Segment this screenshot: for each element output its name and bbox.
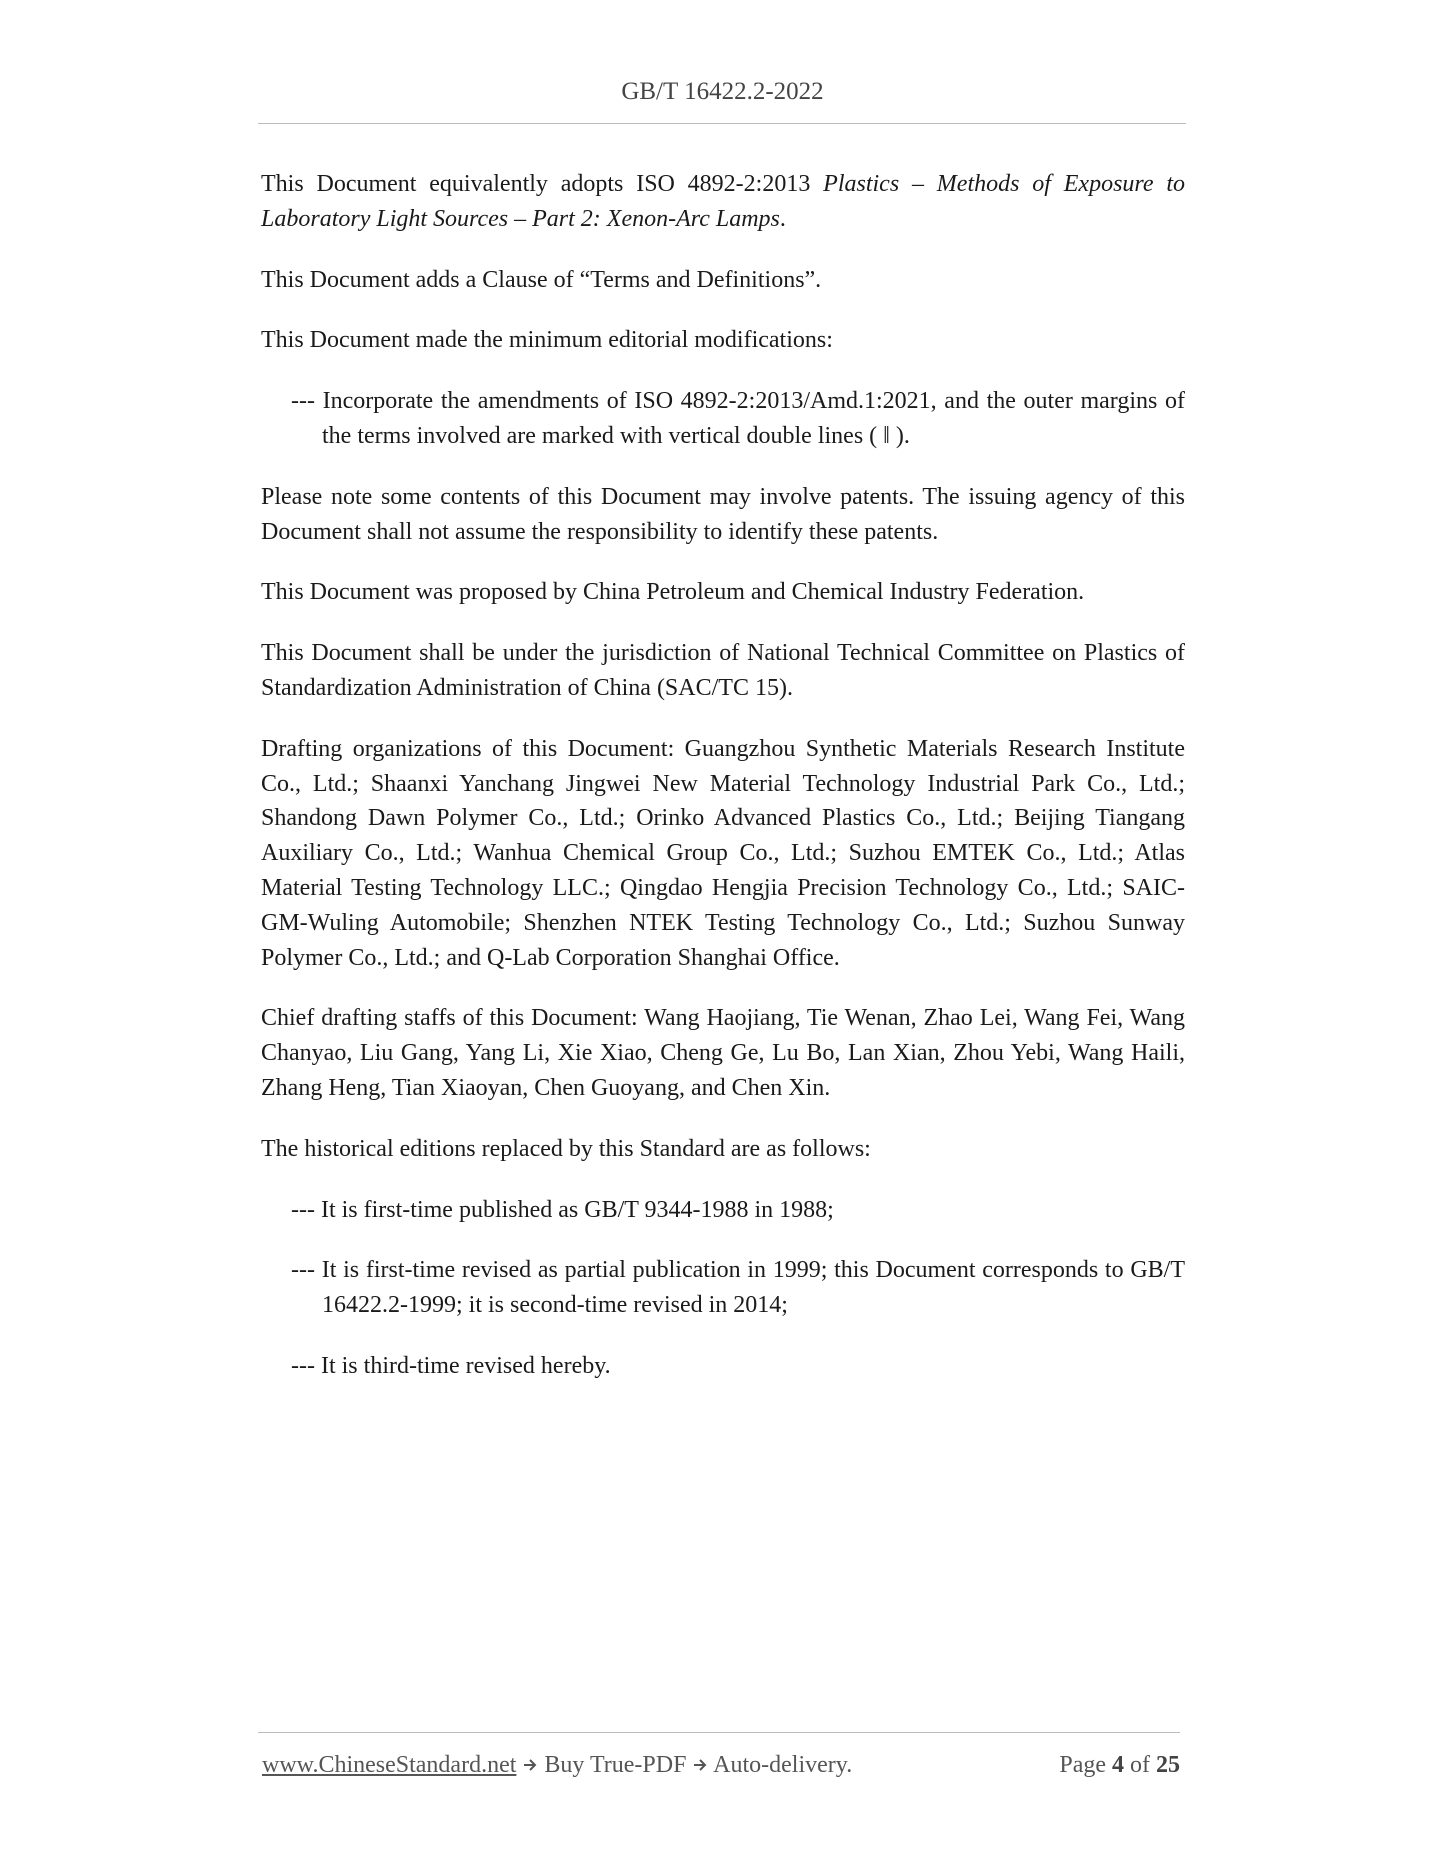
paragraph-drafting-staff: Chief drafting staffs of this Document: Wang Haojiang, Tie Wenan, Zhao Lei, Wang Fei, Wang Chanyao, Liu Gang, Yang Li, Xie Xiao, Cheng Ge, Lu Bo, Lan Xian, Zhou Yebi, Wang Haili, Zhang Heng, Tian Xiaoyan, Chen Guoyang, and Chen Xin. xyxy=(261,1005,1185,1101)
paragraph-modifications: This Document made the minimum editorial modifications: xyxy=(261,327,833,354)
paragraph-proposed: This Document was proposed by China Petroleum and Chemical Industry Federation. xyxy=(261,579,1085,606)
buy-step: Buy True-PDF xyxy=(544,1752,687,1778)
arrow-right-icon xyxy=(692,1757,708,1773)
page-header xyxy=(0,78,1445,106)
total-pages: 25 xyxy=(1156,1752,1180,1778)
website-link[interactable]: www.ChineseStandard.net xyxy=(262,1752,517,1778)
arrow-right-icon xyxy=(522,1757,538,1773)
paragraph-jurisdiction: This Document shall be under the jurisdiction of National Technical Committee on Plastics of Standardization Administration of China (SAC/TC 15). xyxy=(261,640,1185,701)
paragraph-drafting-orgs: Drafting organizations of this Document: Guangzhou Synthetic Materials Research Institute Co., Ltd.; Shaanxi Yanchang Jingwei New Material Technology Industrial Park Co., Ltd.; Shandong Dawn Polymer Co., Ltd.; Orinko Advanced Plastics Co., Ltd.; Beijing Tiangang Auxiliary Co., Ltd.; Wanhua Chemical Group Co., Ltd.; Suzhou EMTEK Co., Ltd.; Atlas Material Testing Technology LLC.; Qingdao Hengjia Precision Technology Co., Ltd.; SAIC-GM-Wuling Automobile; Shenzhen NTEK Testing Technology Co., Ltd.; Suzhou Sunway Polymer Co., Ltd.; and Q-Lab Corporation Shanghai Office. xyxy=(261,735,1185,971)
header-divider xyxy=(258,123,1186,124)
of-label: of xyxy=(1130,1752,1150,1778)
current-page: 4 xyxy=(1112,1752,1124,1778)
delivery-step: Auto-delivery. xyxy=(713,1752,853,1778)
paragraph-history: The historical editions replaced by this Standard are as follows: xyxy=(261,1135,871,1162)
paragraph-adoption xyxy=(261,167,1185,237)
page-footer xyxy=(262,1752,1180,1779)
adoption-period: . xyxy=(779,205,786,232)
document-code: GB/T 16422.2-2022 xyxy=(621,78,824,105)
footer-divider xyxy=(258,1732,1180,1733)
page-label: Page xyxy=(1059,1752,1106,1778)
standard-title: Plastics – Methods of Exposure to Laboratory Light Sources – Part 2: Xenon-Arc Lamps xyxy=(261,171,1185,232)
page-number xyxy=(1059,1752,1180,1779)
list-item-amendment: --- Incorporate the amendments of ISO 4892-2:2013/Amd.1:2021, and the outer margins of the terms involved are marked with vertical double lines ( ‖ ). xyxy=(291,388,1185,449)
paragraph-patents: Please note some contents of this Document may involve patents. The issuing agency of this Document shall not assume the responsibility to identify these patents. xyxy=(261,483,1185,545)
list-item-history-3: --- It is third-time revised hereby. xyxy=(291,1352,611,1379)
adoption-text: This Document equivalently adopts ISO 4892-2:2013 xyxy=(261,171,824,197)
list-item-history-1: --- It is first-time published as GB/T 9344-1988 in 1988; xyxy=(291,1196,834,1223)
paragraph-terms: This Document adds a Clause of “Terms and Definitions”. xyxy=(261,266,822,293)
document-body xyxy=(261,167,1185,1410)
list-item-history-2: --- It is first-time revised as partial publication in 1999; this Document corresponds to GB/T 16422.2-1999; it is second-time revised in 2014; xyxy=(291,1257,1185,1319)
footer-links xyxy=(262,1752,852,1779)
